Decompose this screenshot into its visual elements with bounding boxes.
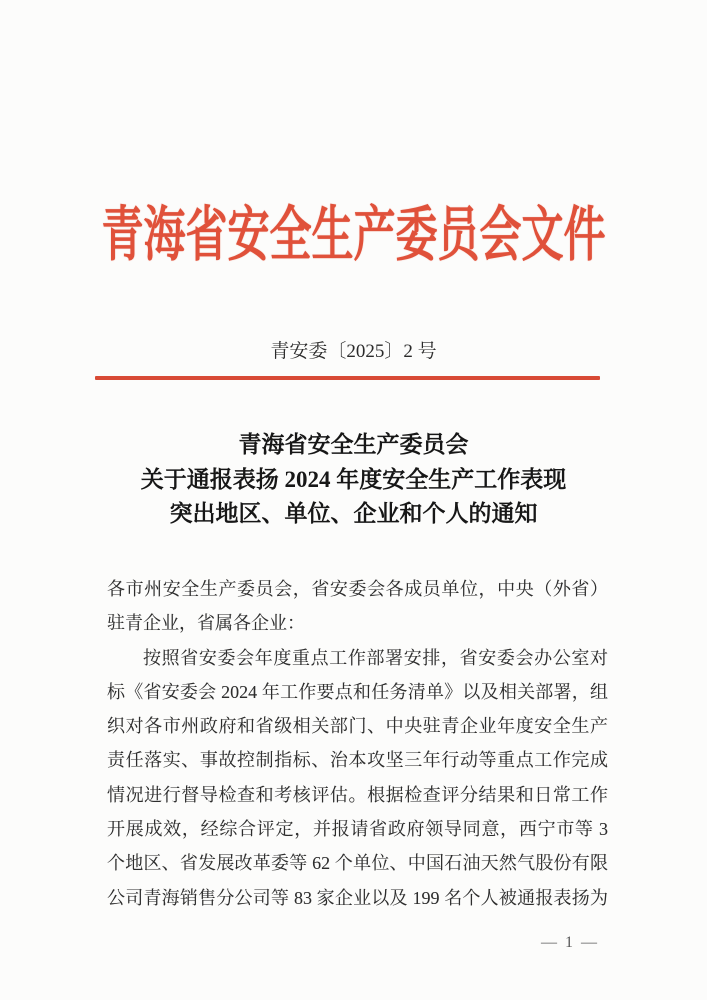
salutation-line: 驻青企业，省属各企业： bbox=[107, 613, 305, 634]
letterhead-title: 青海省安全生产委员会文件 bbox=[101, 204, 606, 270]
body-line: 公司青海销售分公司等 83 家企业以及 199 名个人被通报表扬为 bbox=[107, 887, 608, 908]
document-title bbox=[0, 428, 707, 532]
salutation-line: 各市州安全生产委员会，省安委会各成员单位，中央（外省） bbox=[107, 579, 608, 599]
body-line: 按照省安委会年度重点工作部署安排，省安委会办公室对 bbox=[143, 647, 608, 668]
title-line-2: 关于通报表扬 2024 年度安全生产工作表现 bbox=[140, 466, 567, 492]
body-line: 个地区、省发展改革委等 62 个单位、中国石油天然气股份有限 bbox=[107, 853, 608, 874]
body-text bbox=[107, 572, 608, 915]
red-divider-rule bbox=[95, 376, 600, 380]
page-number: — 1 — bbox=[541, 934, 599, 951]
document-number: 青安委〔2025〕2 号 bbox=[270, 341, 437, 362]
body-line: 织对各市州政府和省级相关部门、中央驻青企业年度安全生产 bbox=[107, 716, 608, 737]
body-line: 开展成效，经综合评定，并报请省政府领导同意，西宁市等 3 bbox=[107, 819, 608, 840]
body-line: 标《省安委会 2024 年工作要点和任务清单》以及相关部署，组 bbox=[107, 681, 608, 702]
title-line-3: 突出地区、单位、企业和个人的通知 bbox=[169, 501, 538, 526]
title-line-1: 青海省安全生产委员会 bbox=[238, 432, 469, 457]
body-line: 情况进行督导检查和考核评估。根据检查评分结果和日常工作 bbox=[107, 784, 608, 805]
body-line: 责任落实、事故控制指标、治本攻坚三年行动等重点工作完成 bbox=[107, 750, 608, 771]
